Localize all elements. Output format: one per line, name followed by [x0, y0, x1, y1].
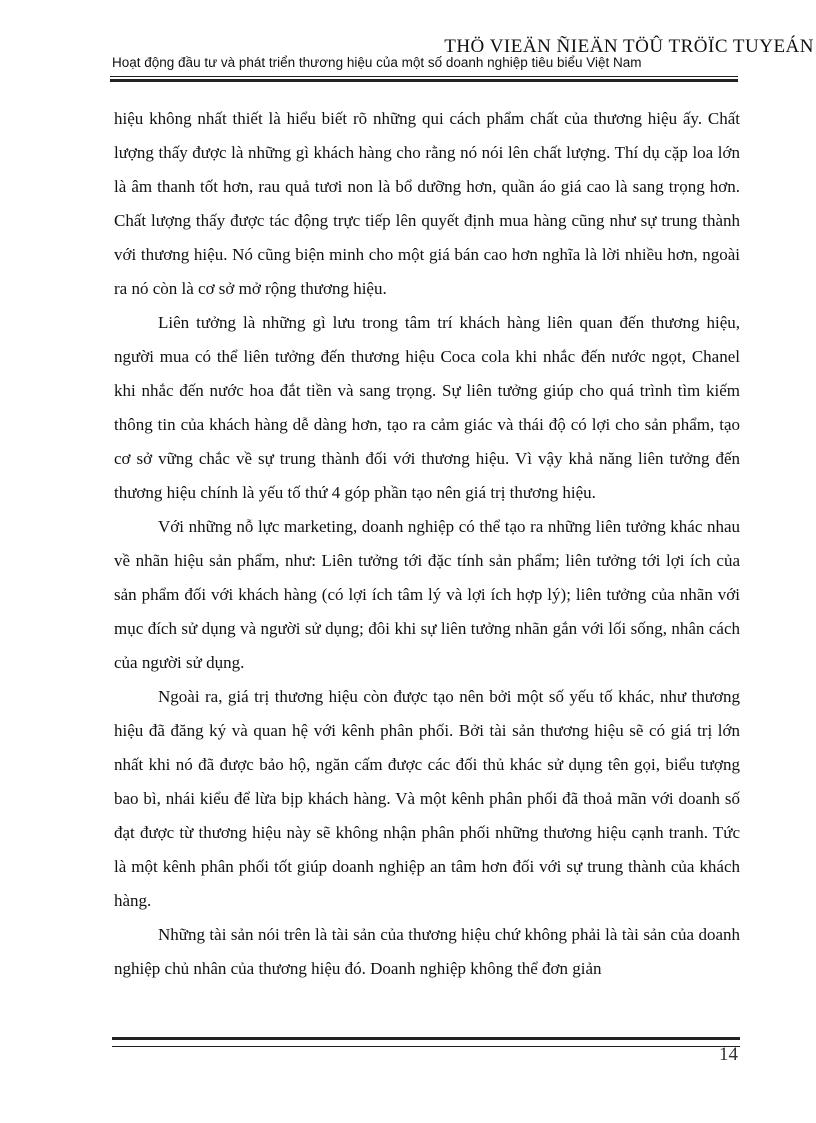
footer-divider — [112, 1037, 740, 1047]
paragraph-marketing-associations: Với những nỗ lực marketing, doanh nghiệp có thể tạo ra những liên tưởng khác nhau về nhãn hiệu sản phẩm, như: Liên tưởng tới đặc tính sản phẩm; liên tưởng tới lợi ích của sản phẩm đối với khách hàng (có lợi ích tâm lý và lợi ích hợp lý); liên tưởng của nhãn với mục đích sử dụng và người sử dụng; đôi khi sự liên tưởng nhãn gắn với lối sống, nhân cách của người sử dụng. — [114, 517, 740, 672]
paragraph-brand-assets: Những tài sản nói trên là tài sản của thương hiệu chứ không phải là tài sản của doanh nghiệp chủ nhân của thương hiệu đó. Doanh nghiệp không thể đơn giản — [114, 925, 740, 978]
paragraph-other-factors: Ngoài ra, giá trị thương hiệu còn được tạo nên bởi một số yếu tố khác, như thương hiệu đã đăng ký và quan hệ với kênh phân phối. Bởi tài sản thương hiệu sẽ có giá trị lớn nhất khi nó đã được bảo hộ, ngăn cấm được các đối thủ khác sử dụng tên gọi, biểu tượng bao bì, nhái kiểu để lừa bịp khách hàng. Và một kênh phân phối đã thoả mãn với doanh số đạt được từ thương hiệu này sẽ không nhận phân phối những thương hiệu cạnh tranh. Tức là một kênh phân phối tốt giúp doanh nghiệp an tâm hơn đối với sự trung thành của khách hàng. — [114, 687, 740, 910]
running-header: Hoạt động đầu tư và phát triển thương hiệu của một số doanh nghiệp tiêu biểu Việt Nam — [112, 55, 642, 70]
page-number: 14 — [719, 1044, 738, 1065]
watermark-text: THÖ VIEÄN ÑIEÄN TÖÛ TRÖÏC TUYEÁN — [444, 36, 814, 57]
header-divider — [110, 76, 738, 82]
paragraph-brand-association: Liên tưởng là những gì lưu trong tâm trí khách hàng liên quan đến thương hiệu, người mua có thể liên tưởng đến thương hiệu Coca cola khi nhắc đến nước ngọt, Chanel khi nhắc đến nước hoa đắt tiền và sang trọng. Sự liên tưởng giúp cho quá trình tìm kiếm thông tin của khách hàng dễ dàng hơn, tạo ra cảm giác và thái độ có lợi cho sản phẩm, tạo cơ sở vững chắc về sự trung thành đối với thương hiệu. Vì vậy khả năng liên tưởng đến thương hiệu chính là yếu tố thứ 4 góp phần tạo nên giá trị thương hiệu. — [114, 313, 740, 502]
paragraph-continuation: hiệu không nhất thiết là hiểu biết rõ những qui cách phẩm chất của thương hiệu ấy. Chất lượng thấy được là những gì khách hàng cho rằng nó nói lên chất lượng. Thí dụ cặp loa lớn là âm thanh tốt hơn, rau quả tươi non là bổ dưỡng hơn, quần áo giá cao là sang trọng hơn. Chất lượng thấy được tác động trực tiếp lên quyết định mua hàng cũng như sự trung thành với thương hiệu. Nó cũng biện minh cho một giá bán cao hơn nghĩa là lời nhiều hơn, ngoài ra nó còn là cơ sở mở rộng thương hiệu. — [114, 109, 740, 298]
body-text — [114, 102, 740, 986]
